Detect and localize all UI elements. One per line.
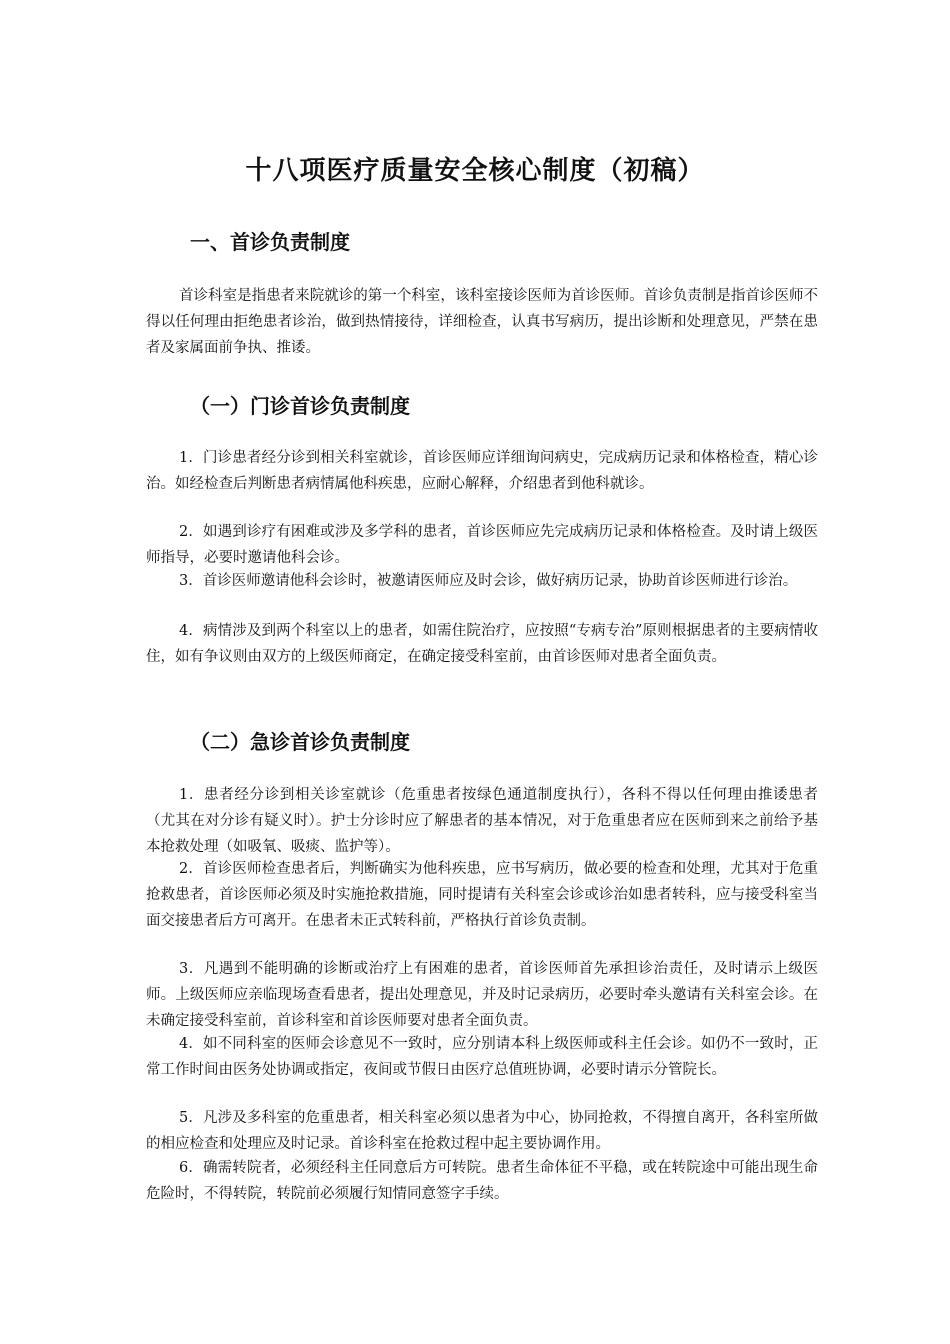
outpatient-item-1: 1．门诊患者经分诊到相关科室就诊，首诊医师应详细询问病史，完成病历记录和体格检查，精心诊治。如经检查后判断患者病情属他科疾患，应耐心解释，介绍患者到他科就诊。 (146, 450, 818, 492)
emergency-item-3: 3．凡遇到不能明确的诊断或治疗上有困难的患者，首诊医师首先承担诊治责任，及时请示上级医师。上级医师应亲临现场查看患者，提出处理意见，并及时记录病历，必要时牵头邀请有关科室会诊。在未确定接受科室前，首诊科室和首诊医师要对患者全面负责。 (146, 961, 818, 1029)
section-heading-first-visit: 一、首诊负责制度 (190, 230, 350, 254)
emergency-item-2: 2．首诊医师检查患者后，判断确实为他科疾患，应书写病历，做必要的检查和处理，尤其对于危重抢救患者，首诊医师必须及时实施抢救措施，同时提请有关科室会诊或诊治如患者转科，应与接受科室当面交接患者后方可离开。在患者未正式转科前，严格执行首诊负责制。 (146, 861, 818, 929)
subsection-heading-emergency: （二）急诊首诊负责制度 (190, 730, 410, 754)
emergency-item-4: 4．如不同科室的医师会诊意见不一致时，应分别请本科上级医师或科主任会诊。如仍不一致时，正常工作时间由医务处协调或指定，夜间或节假日由医疗总值班协调，必要时请示分管院长。 (146, 1036, 818, 1078)
outpatient-item-3: 3．首诊医师邀请他科会诊时，被邀请医师应及时会诊，做好病历记录，协助首诊医师进行诊治。 (179, 573, 798, 589)
document-title: 十八项医疗质量安全核心制度（初稿） (245, 156, 705, 186)
subsection-heading-outpatient: （一）门诊首诊负责制度 (190, 394, 410, 418)
emergency-item-6: 6．确需转院者，必须经科主任同意后方可转院。患者生命体征不平稳，或在转院途中可能出现生命危险时，不得转院，转院前必须履行知情同意签字手续。 (146, 1160, 818, 1202)
emergency-item-1: 1．患者经分诊到相关诊室就诊（危重患者按绿色通道制度执行），各科不得以任何理由推诿患者（尤其在对分诊有疑义时）。护士分诊时应了解患者的基本情况，对于危重患者应在医师到来之前给予基本抢救处理（如吸氧、吸痰、监护等）。 (146, 787, 818, 855)
section-intro-paragraph: 首诊科室是指患者来院就诊的第一个科室，该科室接诊医师为首诊医师。首诊负责制是指首诊医师不得以任何理由拒绝患者诊治，做到热情接待，详细检查，认真书写病历，提出诊断和处理意见，严禁在患者及家属面前争执、推诿。 (146, 288, 818, 356)
emergency-item-5: 5．凡涉及多科室的危重患者，相关科室必须以患者为中心，协同抢救，不得擅自离开，各科室所做的相应检查和处理应及时记录。首诊科室在抢救过程中起主要协调作用。 (146, 1110, 818, 1152)
outpatient-item-2: 2．如遇到诊疗有困难或涉及多学科的患者，首诊医师应先完成病历记录和体格检查。及时请上级医师指导，必要时邀请他科会诊。 (146, 524, 818, 566)
outpatient-item-4: 4．病情涉及到两个科室以上的患者，如需住院治疗，应按照“专病专治”原则根据患者的主要病情收住，如有争议则由双方的上级医师商定，在确定接受科室前，由首诊医师对患者全面负责。 (146, 623, 818, 665)
